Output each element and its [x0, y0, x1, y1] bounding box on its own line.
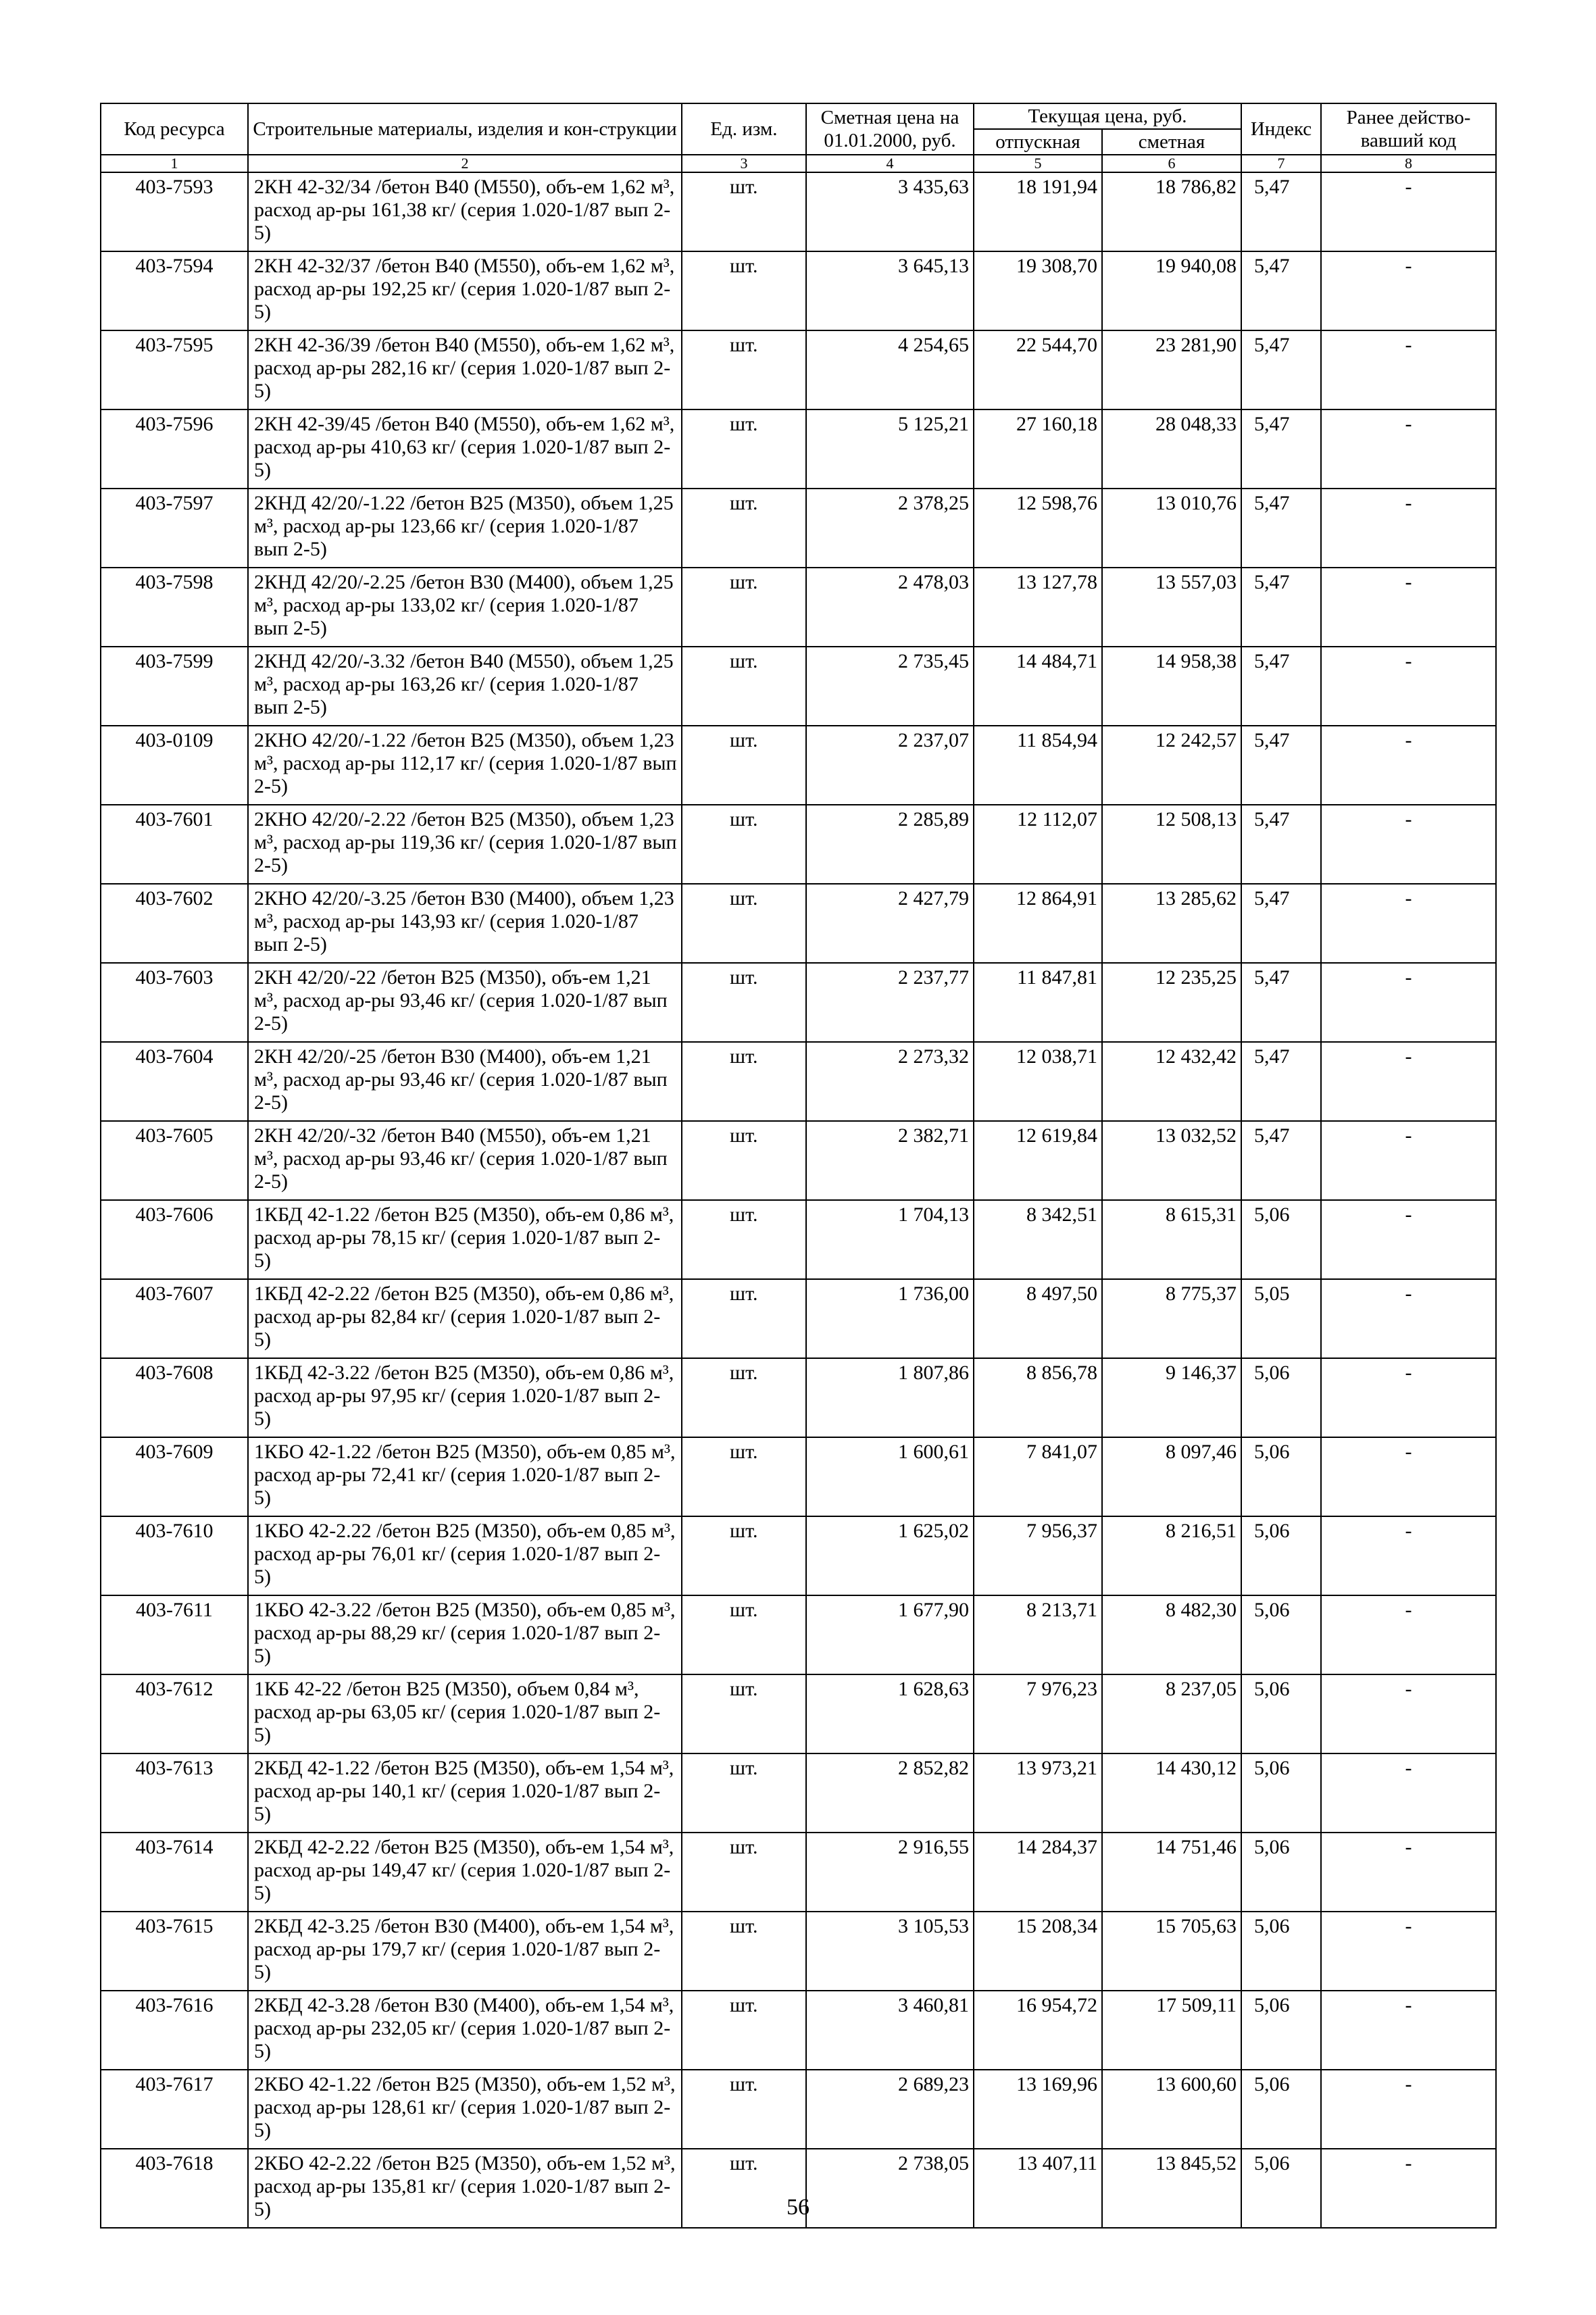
material-name: 2КБД 42-1.22 /бетон В25 (М350), объ-ем 1,54 м³, расход ар-ры 140,1 кг/ (серия 1.020-1/87 вып 2-5) — [248, 1753, 682, 1833]
material-name: 2КН 42-32/37 /бетон В40 (М550), объ-ем 1,62 м³, расход ар-ры 192,25 кг/ (серия 1.020-1/87 вып 2-5) — [248, 251, 682, 330]
price-index: 5,06 — [1241, 2149, 1321, 2228]
price-index: 5,06 — [1241, 1912, 1321, 1991]
base-price: 1 625,02 — [806, 1516, 974, 1595]
release-price: 7 976,23 — [974, 1674, 1102, 1753]
unit-of-measure: шт. — [682, 1200, 806, 1279]
estimate-price: 23 281,90 — [1102, 330, 1241, 409]
previous-code: - — [1321, 963, 1496, 1042]
base-price: 3 435,63 — [806, 172, 974, 251]
table-row — [101, 251, 1496, 330]
material-name: 2КН 42-36/39 /бетон В40 (М550), объ-ем 1,62 м³, расход ар-ры 282,16 кг/ (серия 1.020-1/87 вып 2-5) — [248, 330, 682, 409]
release-price: 8 342,51 — [974, 1200, 1102, 1279]
table-row — [101, 1833, 1496, 1912]
unit-of-measure: шт. — [682, 1279, 806, 1358]
release-price: 11 854,94 — [974, 726, 1102, 805]
estimate-price: 13 557,03 — [1102, 568, 1241, 647]
base-price: 1 704,13 — [806, 1200, 974, 1279]
unit-of-measure: шт. — [682, 647, 806, 726]
unit-of-measure: шт. — [682, 1121, 806, 1200]
unit-of-measure: шт. — [682, 2149, 806, 2228]
release-price: 12 864,91 — [974, 884, 1102, 963]
material-name: 1КБ 42-22 /бетон В25 (М350), объем 0,84 м³, расход ар-ры 63,05 кг/ (серия 1.020-1/87 вып 2-5) — [248, 1674, 682, 1753]
material-name: 2КБД 42-3.25 /бетон В30 (М400), объ-ем 1,54 м³, расход ар-ры 179,7 кг/ (серия 1.020-1/87 вып 2-5) — [248, 1912, 682, 1991]
estimate-price: 8 615,31 — [1102, 1200, 1241, 1279]
price-index: 5,06 — [1241, 1991, 1321, 2070]
release-price: 7 956,37 — [974, 1516, 1102, 1595]
material-name: 2КН 42/20/-25 /бетон В30 (М400), объ-ем 1,21 м³, расход ар-ры 93,46 кг/ (серия 1.020-1/87 вып 2-5) — [248, 1042, 682, 1121]
release-price: 27 160,18 — [974, 409, 1102, 489]
table-row — [101, 489, 1496, 568]
unit-of-measure: шт. — [682, 1833, 806, 1912]
material-name: 2КН 42/20/-32 /бетон В40 (М550), объ-ем 1,21 м³, расход ар-ры 93,46 кг/ (серия 1.020-1/87 вып 2-5) — [248, 1121, 682, 1200]
resource-code: 403-7602 — [101, 884, 248, 963]
base-price: 2 916,55 — [806, 1833, 974, 1912]
table-row — [101, 647, 1496, 726]
material-name: 1КБД 42-3.22 /бетон В25 (М350), объ-ем 0,86 м³, расход ар-ры 97,95 кг/ (серия 1.020-1/87 вып 2-5) — [248, 1358, 682, 1437]
price-index: 5,06 — [1241, 1753, 1321, 1833]
header-index: Индекс — [1241, 103, 1321, 155]
estimate-price: 14 430,12 — [1102, 1753, 1241, 1833]
unit-of-measure: шт. — [682, 963, 806, 1042]
release-price: 7 841,07 — [974, 1437, 1102, 1516]
release-price: 15 208,34 — [974, 1912, 1102, 1991]
release-price: 12 619,84 — [974, 1121, 1102, 1200]
header-unit: Ед. изм. — [682, 103, 806, 155]
table-row — [101, 1358, 1496, 1437]
price-index: 5,06 — [1241, 1833, 1321, 1912]
previous-code: - — [1321, 1753, 1496, 1833]
base-price: 5 125,21 — [806, 409, 974, 489]
release-price: 18 191,94 — [974, 172, 1102, 251]
resource-code: 403-7593 — [101, 172, 248, 251]
release-price: 13 127,78 — [974, 568, 1102, 647]
column-number: 1 — [101, 155, 248, 172]
release-price: 13 169,96 — [974, 2070, 1102, 2149]
price-index: 5,47 — [1241, 1042, 1321, 1121]
resource-code: 403-7604 — [101, 1042, 248, 1121]
resource-code: 403-7605 — [101, 1121, 248, 1200]
release-price: 12 112,07 — [974, 805, 1102, 884]
base-price: 3 460,81 — [806, 1991, 974, 2070]
estimate-price: 13 285,62 — [1102, 884, 1241, 963]
material-name: 2КБД 42-2.22 /бетон В25 (М350), объ-ем 1,54 м³, расход ар-ры 149,47 кг/ (серия 1.020-1/87 вып 2-5) — [248, 1833, 682, 1912]
table-row — [101, 1279, 1496, 1358]
resource-code: 403-7614 — [101, 1833, 248, 1912]
material-name: 2КНО 42/20/-2.22 /бетон В25 (М350), объем 1,23 м³, расход ар-ры 119,36 кг/ (серия 1.020-1/87 вып 2-5) — [248, 805, 682, 884]
estimate-price: 12 508,13 — [1102, 805, 1241, 884]
column-numbers-row — [101, 155, 1496, 172]
table-row — [101, 1912, 1496, 1991]
material-name: 2КН 42/20/-22 /бетон В25 (М350), объ-ем 1,21 м³, расход ар-ры 93,46 кг/ (серия 1.020-1/87 вып 2-5) — [248, 963, 682, 1042]
previous-code: - — [1321, 647, 1496, 726]
column-number: 5 — [974, 155, 1102, 172]
price-index: 5,06 — [1241, 1516, 1321, 1595]
estimate-price: 8 482,30 — [1102, 1595, 1241, 1674]
material-name: 2КНД 42/20/-2.25 /бетон В30 (М400), объем 1,25 м³, расход ар-ры 133,02 кг/ (серия 1.020-1/87 вып 2-5) — [248, 568, 682, 647]
header-base-price: Сметная цена на 01.01.2000, руб. — [806, 103, 974, 155]
previous-code: - — [1321, 172, 1496, 251]
table-row — [101, 1121, 1496, 1200]
estimate-price: 28 048,33 — [1102, 409, 1241, 489]
release-price: 19 308,70 — [974, 251, 1102, 330]
previous-code: - — [1321, 1833, 1496, 1912]
previous-code: - — [1321, 2070, 1496, 2149]
resource-code: 403-7609 — [101, 1437, 248, 1516]
material-name: 2КБО 42-2.22 /бетон В25 (М350), объ-ем 1,52 м³, расход ар-ры 135,81 кг/ (серия 1.020-1/87 вып 2-5) — [248, 2149, 682, 2228]
column-number: 8 — [1321, 155, 1496, 172]
material-name: 1КБО 42-1.22 /бетон В25 (М350), объ-ем 0,85 м³, расход ар-ры 72,41 кг/ (серия 1.020-1/87 вып 2-5) — [248, 1437, 682, 1516]
previous-code: - — [1321, 1279, 1496, 1358]
price-index: 5,47 — [1241, 884, 1321, 963]
resource-code: 403-7599 — [101, 647, 248, 726]
estimate-price: 12 235,25 — [1102, 963, 1241, 1042]
release-price: 8 497,50 — [974, 1279, 1102, 1358]
column-number: 6 — [1102, 155, 1241, 172]
table-row — [101, 1437, 1496, 1516]
release-price: 14 484,71 — [974, 647, 1102, 726]
resource-code: 403-0109 — [101, 726, 248, 805]
release-price: 11 847,81 — [974, 963, 1102, 1042]
price-index: 5,06 — [1241, 1437, 1321, 1516]
unit-of-measure: шт. — [682, 1042, 806, 1121]
price-index: 5,06 — [1241, 1674, 1321, 1753]
estimate-price: 8 775,37 — [1102, 1279, 1241, 1358]
price-index: 5,47 — [1241, 568, 1321, 647]
resource-code: 403-7618 — [101, 2149, 248, 2228]
base-price: 2 378,25 — [806, 489, 974, 568]
previous-code: - — [1321, 1200, 1496, 1279]
base-price: 2 738,05 — [806, 2149, 974, 2228]
previous-code: - — [1321, 330, 1496, 409]
table-row — [101, 1042, 1496, 1121]
table-row — [101, 1200, 1496, 1279]
estimate-price: 13 010,76 — [1102, 489, 1241, 568]
previous-code: - — [1321, 251, 1496, 330]
resource-code: 403-7595 — [101, 330, 248, 409]
resource-code: 403-7607 — [101, 1279, 248, 1358]
material-name: 2КБО 42-1.22 /бетон В25 (М350), объ-ем 1,52 м³, расход ар-ры 128,61 кг/ (серия 1.020-1/87 вып 2-5) — [248, 2070, 682, 2149]
price-table — [100, 103, 1497, 2229]
estimate-price: 19 940,08 — [1102, 251, 1241, 330]
previous-code: - — [1321, 489, 1496, 568]
table-row — [101, 330, 1496, 409]
base-price: 1 600,61 — [806, 1437, 974, 1516]
unit-of-measure: шт. — [682, 172, 806, 251]
base-price: 2 427,79 — [806, 884, 974, 963]
material-name: 2КНД 42/20/-1.22 /бетон В25 (М350), объем 1,25 м³, расход ар-ры 123,66 кг/ (серия 1.020-1/87 вып 2-5) — [248, 489, 682, 568]
base-price: 2 273,32 — [806, 1042, 974, 1121]
table-row — [101, 726, 1496, 805]
header-code: Код ресурса — [101, 103, 248, 155]
unit-of-measure: шт. — [682, 1437, 806, 1516]
previous-code: - — [1321, 805, 1496, 884]
material-name: 2КБД 42-3.28 /бетон В30 (М400), объ-ем 1,54 м³, расход ар-ры 232,05 кг/ (серия 1.020-1/87 вып 2-5) — [248, 1991, 682, 2070]
estimate-price: 14 958,38 — [1102, 647, 1241, 726]
price-index: 5,06 — [1241, 1358, 1321, 1437]
unit-of-measure: шт. — [682, 726, 806, 805]
material-name: 1КБД 42-1.22 /бетон В25 (М350), объ-ем 0,86 м³, расход ар-ры 78,15 кг/ (серия 1.020-1/87 вып 2-5) — [248, 1200, 682, 1279]
header-prev-code: Ранее действо-вавший код — [1321, 103, 1496, 155]
base-price: 1 736,00 — [806, 1279, 974, 1358]
estimate-price: 13 032,52 — [1102, 1121, 1241, 1200]
table-row — [101, 172, 1496, 251]
unit-of-measure: шт. — [682, 884, 806, 963]
table-row — [101, 1753, 1496, 1833]
price-index: 5,47 — [1241, 172, 1321, 251]
price-index: 5,47 — [1241, 963, 1321, 1042]
material-name: 1КБД 42-2.22 /бетон В25 (М350), объ-ем 0,86 м³, расход ар-ры 82,84 кг/ (серия 1.020-1/87 вып 2-5) — [248, 1279, 682, 1358]
release-price: 8 856,78 — [974, 1358, 1102, 1437]
previous-code: - — [1321, 1912, 1496, 1991]
material-name: 2КНД 42/20/-3.32 /бетон В40 (М550), объем 1,25 м³, расход ар-ры 163,26 кг/ (серия 1.020-1/87 вып 2-5) — [248, 647, 682, 726]
resource-code: 403-7617 — [101, 2070, 248, 2149]
previous-code: - — [1321, 1595, 1496, 1674]
resource-code: 403-7601 — [101, 805, 248, 884]
resource-code: 403-7594 — [101, 251, 248, 330]
table-row — [101, 805, 1496, 884]
base-price: 1 807,86 — [806, 1358, 974, 1437]
unit-of-measure: шт. — [682, 1358, 806, 1437]
previous-code: - — [1321, 1674, 1496, 1753]
estimate-price: 14 751,46 — [1102, 1833, 1241, 1912]
unit-of-measure: шт. — [682, 805, 806, 884]
header-release-price: отпускная — [974, 129, 1102, 155]
price-index: 5,05 — [1241, 1279, 1321, 1358]
estimate-price: 12 242,57 — [1102, 726, 1241, 805]
release-price: 16 954,72 — [974, 1991, 1102, 2070]
release-price: 8 213,71 — [974, 1595, 1102, 1674]
page-number: 56 — [787, 2195, 809, 2220]
estimate-price: 8 216,51 — [1102, 1516, 1241, 1595]
price-index: 5,06 — [1241, 2070, 1321, 2149]
estimate-price: 15 705,63 — [1102, 1912, 1241, 1991]
table-row — [101, 1991, 1496, 2070]
table-row — [101, 963, 1496, 1042]
header-current-price: Текущая цена, руб. — [974, 103, 1241, 129]
resource-code: 403-7606 — [101, 1200, 248, 1279]
price-index: 5,47 — [1241, 647, 1321, 726]
header-name: Строительные материалы, изделия и кон-струкции — [248, 103, 682, 155]
table-row — [101, 1595, 1496, 1674]
resource-code: 403-7615 — [101, 1912, 248, 1991]
table-row — [101, 568, 1496, 647]
base-price: 3 105,53 — [806, 1912, 974, 1991]
table-row — [101, 1516, 1496, 1595]
unit-of-measure: шт. — [682, 409, 806, 489]
unit-of-measure: шт. — [682, 251, 806, 330]
price-index: 5,47 — [1241, 489, 1321, 568]
resource-code: 403-7597 — [101, 489, 248, 568]
base-price: 2 285,89 — [806, 805, 974, 884]
column-number: 7 — [1241, 155, 1321, 172]
column-number: 2 — [248, 155, 682, 172]
previous-code: - — [1321, 409, 1496, 489]
resource-code: 403-7613 — [101, 1753, 248, 1833]
estimate-price: 8 237,05 — [1102, 1674, 1241, 1753]
previous-code: - — [1321, 884, 1496, 963]
table-row — [101, 1674, 1496, 1753]
unit-of-measure: шт. — [682, 1753, 806, 1833]
previous-code: - — [1321, 568, 1496, 647]
price-index: 5,47 — [1241, 726, 1321, 805]
resource-code: 403-7596 — [101, 409, 248, 489]
release-price: 12 038,71 — [974, 1042, 1102, 1121]
release-price: 13 407,11 — [974, 2149, 1102, 2228]
estimate-price: 12 432,42 — [1102, 1042, 1241, 1121]
base-price: 2 237,07 — [806, 726, 974, 805]
previous-code: - — [1321, 1121, 1496, 1200]
material-name: 1КБО 42-3.22 /бетон В25 (М350), объ-ем 0,85 м³, расход ар-ры 88,29 кг/ (серия 1.020-1/87 вып 2-5) — [248, 1595, 682, 1674]
resource-code: 403-7598 — [101, 568, 248, 647]
price-index: 5,47 — [1241, 330, 1321, 409]
unit-of-measure: шт. — [682, 568, 806, 647]
estimate-price: 18 786,82 — [1102, 172, 1241, 251]
price-index: 5,47 — [1241, 1121, 1321, 1200]
estimate-price: 17 509,11 — [1102, 1991, 1241, 2070]
unit-of-measure: шт. — [682, 489, 806, 568]
material-name: 1КБО 42-2.22 /бетон В25 (М350), объ-ем 0,85 м³, расход ар-ры 76,01 кг/ (серия 1.020-1/87 вып 2-5) — [248, 1516, 682, 1595]
unit-of-measure: шт. — [682, 1595, 806, 1674]
base-price: 2 735,45 — [806, 647, 974, 726]
table-row — [101, 2070, 1496, 2149]
column-number: 4 — [806, 155, 974, 172]
base-price: 3 645,13 — [806, 251, 974, 330]
material-name: 2КН 42-32/34 /бетон В40 (М550), объ-ем 1,62 м³, расход ар-ры 161,38 кг/ (серия 1.020-1/87 вып 2-5) — [248, 172, 682, 251]
material-name: 2КНО 42/20/-1.22 /бетон В25 (М350), объем 1,23 м³, расход ар-ры 112,17 кг/ (серия 1.020-1/87 вып 2-5) — [248, 726, 682, 805]
unit-of-measure: шт. — [682, 1674, 806, 1753]
release-price: 12 598,76 — [974, 489, 1102, 568]
base-price: 2 382,71 — [806, 1121, 974, 1200]
estimate-price: 13 600,60 — [1102, 2070, 1241, 2149]
base-price: 2 478,03 — [806, 568, 974, 647]
previous-code: - — [1321, 1437, 1496, 1516]
release-price: 22 544,70 — [974, 330, 1102, 409]
resource-code: 403-7610 — [101, 1516, 248, 1595]
base-price: 2 852,82 — [806, 1753, 974, 1833]
release-price: 13 973,21 — [974, 1753, 1102, 1833]
base-price: 1 677,90 — [806, 1595, 974, 1674]
table-row — [101, 409, 1496, 489]
table-row — [101, 884, 1496, 963]
release-price: 14 284,37 — [974, 1833, 1102, 1912]
unit-of-measure: шт. — [682, 1912, 806, 1991]
resource-code: 403-7616 — [101, 1991, 248, 2070]
resource-code: 403-7612 — [101, 1674, 248, 1753]
unit-of-measure: шт. — [682, 2070, 806, 2149]
base-price: 2 689,23 — [806, 2070, 974, 2149]
base-price: 2 237,77 — [806, 963, 974, 1042]
previous-code: - — [1321, 1042, 1496, 1121]
price-table-sheet — [100, 103, 1495, 2229]
estimate-price: 8 097,46 — [1102, 1437, 1241, 1516]
price-index: 5,06 — [1241, 1200, 1321, 1279]
resource-code: 403-7611 — [101, 1595, 248, 1674]
previous-code: - — [1321, 2149, 1496, 2228]
header-estimate-price: сметная — [1102, 129, 1241, 155]
resource-code: 403-7608 — [101, 1358, 248, 1437]
previous-code: - — [1321, 726, 1496, 805]
material-name: 2КНО 42/20/-3.25 /бетон В30 (М400), объем 1,23 м³, расход ар-ры 143,93 кг/ (серия 1.020-1/87 вып 2-5) — [248, 884, 682, 963]
estimate-price: 9 146,37 — [1102, 1358, 1241, 1437]
unit-of-measure: шт. — [682, 1516, 806, 1595]
price-index: 5,47 — [1241, 805, 1321, 884]
unit-of-measure: шт. — [682, 330, 806, 409]
previous-code: - — [1321, 1991, 1496, 2070]
unit-of-measure: шт. — [682, 1991, 806, 2070]
material-name: 2КН 42-39/45 /бетон В40 (М550), объ-ем 1,62 м³, расход ар-ры 410,63 кг/ (серия 1.020-1/87 вып 2-5) — [248, 409, 682, 489]
price-index: 5,47 — [1241, 409, 1321, 489]
price-index: 5,47 — [1241, 251, 1321, 330]
previous-code: - — [1321, 1516, 1496, 1595]
table-body — [101, 172, 1496, 2228]
estimate-price: 13 845,52 — [1102, 2149, 1241, 2228]
price-index: 5,06 — [1241, 1595, 1321, 1674]
base-price: 1 628,63 — [806, 1674, 974, 1753]
column-number: 3 — [682, 155, 806, 172]
resource-code: 403-7603 — [101, 963, 248, 1042]
previous-code: - — [1321, 1358, 1496, 1437]
base-price: 4 254,65 — [806, 330, 974, 409]
